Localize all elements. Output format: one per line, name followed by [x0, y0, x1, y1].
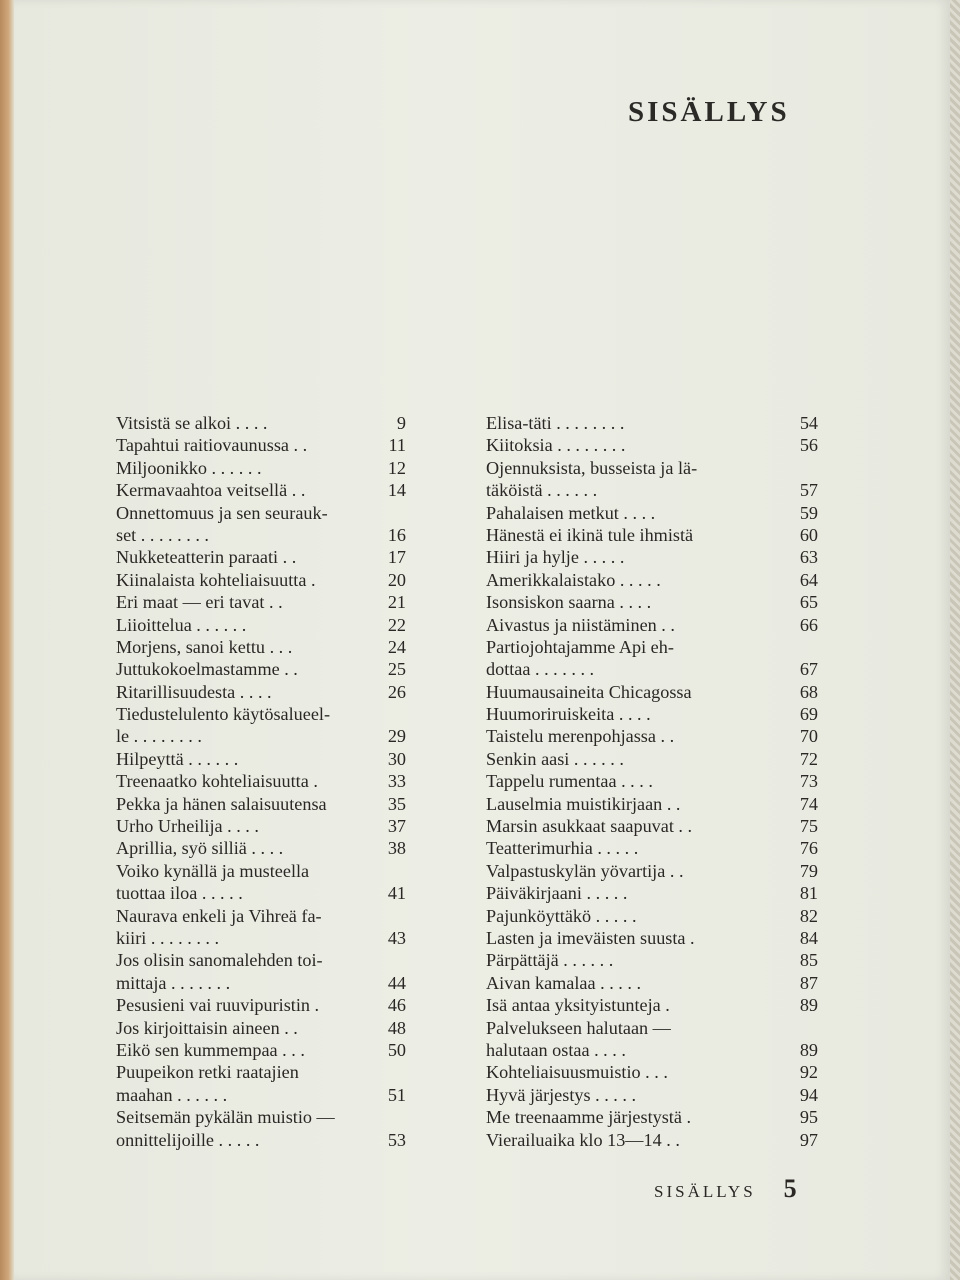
toc-entry-title: Amerikkalaistako . . . . . [486, 569, 661, 590]
toc-entry [116, 927, 406, 949]
toc-entry-title: le . . . . . . . . [116, 726, 202, 747]
toc-entry [486, 748, 818, 770]
toc-entry [116, 793, 406, 815]
toc-entry-page: 60 [799, 524, 818, 545]
toc-entry-title: Aprillia, syö silliä . . . . [116, 838, 284, 859]
toc-entry [116, 546, 406, 568]
toc-entry [116, 1129, 406, 1151]
toc-entry [116, 703, 406, 725]
toc-entry-title: Onnettomuus ja sen seurauk- [116, 502, 328, 523]
toc-entry-title: Eri maat — eri tavat . . [116, 592, 283, 613]
toc-entry [486, 457, 818, 479]
toc-entry-title: Me treenaamme järjestystä . [486, 1107, 692, 1128]
toc-entry-title: Voiko kynällä ja musteella [116, 860, 310, 881]
toc-entry [486, 1039, 818, 1061]
toc-entry-page: 22 [387, 614, 406, 635]
toc-entry-page: 68 [799, 681, 818, 702]
toc-entry [116, 412, 406, 434]
toc-entry [116, 949, 406, 971]
toc-entry-title: Lasten ja imeväisten suusta . [486, 927, 695, 948]
toc-entry-title: Päiväkirjaani . . . . . [486, 883, 628, 904]
toc-entry-title: Eikö sen kummempaa . . . [116, 1039, 305, 1060]
toc-entry-title: Kohteliaisuusmuistio . . . [486, 1062, 668, 1083]
toc-entry-title: Hyvä järjestys . . . . . [486, 1084, 637, 1105]
toc-entry [486, 1106, 818, 1128]
toc-entry [116, 658, 406, 680]
toc-entry-page: 38 [387, 838, 406, 859]
toc-entry [486, 681, 818, 703]
toc-entry-page: 69 [799, 704, 818, 725]
toc-entry-title: mittaja . . . . . . . [116, 972, 231, 993]
toc-entry-title: Seitsemän pykälän muistio — [116, 1107, 335, 1128]
toc-entry-title: Pärpättäjä . . . . . . [486, 950, 614, 971]
toc-entry-page: 65 [799, 592, 818, 613]
toc-entry-title: Vitsistä se alkoi . . . . [116, 413, 268, 433]
toc-entry-page: 72 [799, 748, 818, 769]
toc-entry-title: Pekka ja hänen salaisuutensa [116, 793, 327, 814]
toc-entry-title: Ritarillisuudesta . . . . [116, 681, 272, 702]
toc-entry-page: 70 [799, 726, 818, 747]
toc-entry-page: 44 [387, 972, 406, 993]
toc-entry-title: Pesusieni vai ruuvipuristin . [116, 995, 320, 1016]
toc-entry [116, 524, 406, 546]
toc-entry [486, 703, 818, 725]
toc-entry-title: Tiedustelulento käytösalueel- [116, 704, 331, 725]
toc-entry-title: Isä antaa yksityistunteja . [486, 995, 670, 1016]
toc-entry [486, 927, 818, 949]
toc-entry [486, 546, 818, 568]
toc-entry-page: 73 [799, 771, 818, 792]
toc-entry-title: Urho Urheilija . . . . [116, 816, 259, 837]
toc-entry-page: 87 [799, 972, 818, 993]
toc-entry [116, 1061, 406, 1083]
toc-entry [116, 748, 406, 770]
toc-entry-page: 85 [799, 950, 818, 971]
toc-entry-page: 89 [799, 995, 818, 1016]
toc-entry-page: 79 [799, 860, 818, 881]
toc-entry-title: halutaan ostaa . . . . [486, 1039, 626, 1060]
toc-entry-title: Nukketeatterin paraati . . [116, 547, 297, 568]
toc-entry [116, 972, 406, 994]
toc-entry [116, 994, 406, 1016]
toc-entry [116, 725, 406, 747]
toc-entry [486, 591, 818, 613]
book-spine-edge [0, 0, 14, 1280]
toc-entry [116, 569, 406, 591]
toc-entry [116, 882, 406, 904]
toc-entry [486, 994, 818, 1016]
toc-entry [116, 770, 406, 792]
toc-entry-page: 33 [387, 771, 406, 792]
toc-entry [116, 837, 406, 859]
toc-entry-title: Morjens, sanoi kettu . . . [116, 636, 293, 657]
toc-entry-title: Tapahtui raitiovaunussa . . [116, 435, 308, 456]
toc-entry [486, 905, 818, 927]
toc-entry-title: Naurava enkeli ja Vihreä fa- [116, 905, 322, 926]
toc-entry-page: 51 [387, 1084, 406, 1105]
toc-entry-title: Palvelukseen halutaan — [486, 1017, 671, 1038]
toc-entry [116, 681, 406, 703]
toc-entry [116, 636, 406, 658]
toc-entry-title: Treenaatko kohteliaisuutta . [116, 771, 318, 792]
toc-entry-title: Vierailuaika klo 13—14 . . [486, 1129, 680, 1150]
toc-entry-title: Lauselmia muistikirjaan . . [486, 793, 681, 814]
toc-entry-page: 25 [387, 659, 406, 680]
toc-entry [486, 614, 818, 636]
toc-entry-title: Liioittelua . . . . . . [116, 614, 247, 635]
toc-entry-title: maahan . . . . . . [116, 1084, 228, 1105]
toc-entry-title: Huumoriruiskeita . . . . [486, 704, 651, 725]
toc-entry-title: kiiri . . . . . . . . [116, 927, 220, 948]
toc-entry [486, 882, 818, 904]
toc-entry-page: 97 [799, 1129, 818, 1150]
toc-entry [486, 636, 818, 658]
toc-entry [486, 479, 818, 501]
toc-entry [116, 502, 406, 524]
toc-entry-page: 43 [387, 927, 406, 948]
toc-entry-page: 29 [387, 726, 406, 747]
toc-entry-page: 20 [387, 569, 406, 590]
toc-entry-title: Jos kirjoittaisin aineen . . [116, 1017, 298, 1038]
toc-entry-title: Hilpeyttä . . . . . . [116, 748, 239, 769]
toc-entry-page: 16 [387, 524, 406, 545]
toc-entry [486, 569, 818, 591]
toc-entry-title: Ojennuksista, busseista ja lä- [486, 457, 698, 478]
toc-entry [486, 837, 818, 859]
toc-entry-page: 75 [799, 816, 818, 837]
toc-entry-title: set . . . . . . . . [116, 524, 209, 545]
page-title: SISÄLLYS [628, 96, 790, 128]
toc-entry [486, 434, 818, 456]
toc-entry-page: 50 [387, 1039, 406, 1060]
toc-entry-title: Puupeikon retki raatajien [116, 1062, 299, 1083]
toc-entry-page: 17 [387, 547, 406, 568]
toc-entry [486, 770, 818, 792]
page-number: 5 [783, 1174, 797, 1203]
toc-entry-page: 94 [799, 1084, 818, 1105]
toc-entry-title: Hiiri ja hylje . . . . . [486, 547, 625, 568]
toc-entry-title: Marsin asukkaat saapuvat . . [486, 816, 693, 837]
toc-entry-page: 11 [388, 435, 406, 456]
toc-entry [486, 524, 818, 546]
toc-entry-title: Aivan kamalaa . . . . . [486, 972, 642, 993]
toc-entry-title: Pahalaisen metkut . . . . [486, 502, 656, 523]
toc-entry-page: 37 [387, 816, 406, 837]
toc-entry [486, 949, 818, 971]
toc-entry [116, 479, 406, 501]
toc-entry [116, 860, 406, 882]
toc-entry-page: 64 [799, 569, 818, 590]
toc-entry-page: 67 [799, 659, 818, 680]
toc-entry-title: Teatterimurhia . . . . . [486, 838, 639, 859]
toc-entry [116, 1039, 406, 1061]
toc-entry-title: Kiinalaista kohteliaisuutta . [116, 569, 316, 590]
toc-entry-page: 81 [799, 883, 818, 904]
toc-entry-page: 35 [387, 793, 406, 814]
toc-entry-page: 63 [799, 547, 818, 568]
toc-entry [486, 793, 818, 815]
toc-entry [486, 1061, 818, 1083]
toc-entry [116, 614, 406, 636]
toc-entry-page: 54 [799, 413, 818, 433]
toc-entry-page: 89 [799, 1039, 818, 1060]
toc-entry-page: 84 [799, 927, 818, 948]
toc-entry-title: Hänestä ei ikinä tule ihmistä [486, 524, 694, 545]
toc-entry-page: 24 [387, 636, 406, 657]
toc-entry [486, 972, 818, 994]
toc-entry-page: 95 [799, 1107, 818, 1128]
toc-entry [116, 905, 406, 927]
toc-entry-title: Valpastuskylän yövartija . . [486, 860, 684, 881]
page-footer [654, 1174, 797, 1204]
toc-entry-title: Huumausaineita Chicagossa [486, 681, 692, 702]
background-fabric [950, 0, 960, 1280]
toc-entry-page: 74 [799, 793, 818, 814]
toc-left-column [116, 412, 406, 1151]
toc-entry [116, 591, 406, 613]
toc-entry-page: 57 [799, 480, 818, 501]
toc-entry-title: Tappelu rumentaa . . . . [486, 771, 653, 792]
toc-entry [486, 1084, 818, 1106]
toc-entry [116, 434, 406, 456]
toc-entry-page: 53 [387, 1129, 406, 1150]
toc-entry-title: Pajunköyttäkö . . . . . [486, 905, 637, 926]
toc-entry-page: 76 [799, 838, 818, 859]
toc-entry [116, 457, 406, 479]
toc-entry-page: 21 [387, 592, 406, 613]
toc-entry-title: Elisa-täti . . . . . . . . [486, 413, 625, 433]
toc-entry-title: Juttukokoelmastamme . . [116, 659, 298, 680]
toc-entry-title: onnittelijoille . . . . . [116, 1129, 260, 1150]
toc-right-column [486, 412, 818, 1151]
toc-entry [486, 725, 818, 747]
toc-entry-page: 14 [387, 480, 406, 501]
toc-entry-title: Kermavaahtoa veitsellä . . [116, 480, 306, 501]
toc-entry [486, 502, 818, 524]
toc-entry-page: 92 [799, 1062, 818, 1083]
toc-entry [116, 1106, 406, 1128]
toc-entry [486, 815, 818, 837]
toc-entry-title: Partiojohtajamme Api eh- [486, 636, 674, 657]
toc-entry-title: Isonsiskon saarna . . . . [486, 592, 652, 613]
toc-entry-page: 59 [799, 502, 818, 523]
running-title: SISÄLLYS [654, 1182, 756, 1201]
toc-entry [116, 1017, 406, 1039]
toc-entry-title: Senkin aasi . . . . . . [486, 748, 624, 769]
toc-entry-page: 30 [387, 748, 406, 769]
toc-entry [486, 412, 818, 434]
toc-entry-title: täköistä . . . . . . [486, 480, 598, 501]
toc-entry-page: 26 [387, 681, 406, 702]
toc-entry-title: tuottaa iloa . . . . . [116, 883, 243, 904]
toc-entry-page: 41 [387, 883, 406, 904]
toc-entry-title: Aivastus ja niistäminen . . [486, 614, 675, 635]
toc-entry-title: Miljoonikko . . . . . . [116, 457, 262, 478]
toc-entry-title: Kiitoksia . . . . . . . . [486, 435, 626, 456]
toc-entry [116, 815, 406, 837]
toc-entry-title: dottaa . . . . . . . [486, 659, 595, 680]
toc-entry-page: 12 [387, 457, 406, 478]
toc-entry [116, 1084, 406, 1106]
toc-entry [486, 1129, 818, 1151]
toc-entry-title: Taistelu merenpohjassa . . [486, 726, 675, 747]
toc-entry-page: 82 [799, 905, 818, 926]
toc-entry [486, 658, 818, 680]
toc-entry-page: 48 [387, 1017, 406, 1038]
toc-entry-page: 46 [387, 995, 406, 1016]
toc-entry-title: Jos olisin sanomalehden toi- [116, 950, 323, 971]
toc-entry [486, 1017, 818, 1039]
toc-entry-page: 56 [799, 435, 818, 456]
toc-entry-page: 66 [799, 614, 818, 635]
toc-entry-page: 9 [396, 413, 406, 433]
toc-entry [486, 860, 818, 882]
